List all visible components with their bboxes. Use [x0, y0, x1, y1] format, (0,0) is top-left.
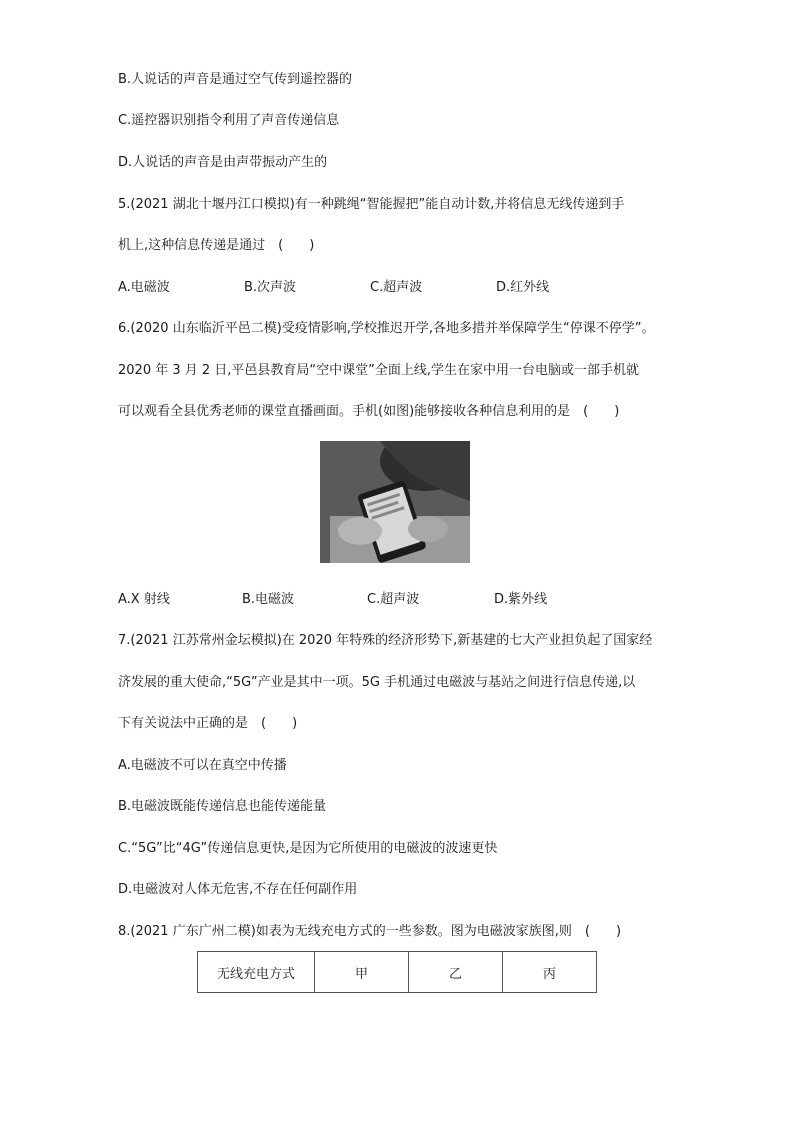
- table-cell-method: 无线充电方式: [198, 952, 315, 993]
- question-5-line-2: 机上,这种信息传递是通过 ( ): [118, 238, 315, 253]
- question-5-line-1: 5.(2021 湖北十堰丹江口模拟)有一种跳绳“智能握把”能自动计数,并将信息无线传递到手: [118, 197, 625, 212]
- q6-option-a: A.X 射线: [118, 592, 170, 607]
- option-c-q4: C.遥控器识别指令利用了声音传递信息: [118, 113, 340, 128]
- question-7-line-3: 下有关说法中正确的是 ( ): [118, 716, 298, 731]
- table-cell-bing: 丙: [503, 952, 597, 993]
- table-cell-yi: 乙: [409, 952, 503, 993]
- question-8-line-1: 8.(2021 广东广州二模)如表为无线充电方式的一些参数。图为电磁波家族图,则 ( ): [118, 924, 622, 939]
- question-7-line-2: 济发展的重大使命,“5G”产业是其中一项。5G 手机通过电磁波与基站之间进行信息传递,以: [118, 675, 636, 690]
- option-c-q7: C.“5G”比“4G”传递信息更快,是因为它所使用的电磁波的波速更快: [118, 841, 498, 856]
- q6-option-b: B.电磁波: [242, 592, 295, 607]
- q6-option-d: D.紫外线: [494, 592, 548, 607]
- option-b-q4: B.人说话的声音是通过空气传到遥控器的: [118, 72, 353, 87]
- option-d-q4: D.人说话的声音是由声带振动产生的: [118, 155, 328, 170]
- q5-option-b: B.次声波: [244, 280, 297, 295]
- q6-option-c: C.超声波: [367, 592, 420, 607]
- q5-option-d: D.红外线: [496, 280, 550, 295]
- wireless-charging-table: [197, 951, 597, 993]
- phone-photo: [320, 441, 470, 563]
- question-6-line-3: 可以观看全县优秀老师的课堂直播画面。手机(如图)能够接收各种信息利用的是 ( ): [118, 404, 620, 419]
- q5-option-a: A.电磁波: [118, 280, 170, 295]
- phone-photo-illustration: [320, 441, 470, 563]
- option-a-q7: A.电磁波不可以在真空中传播: [118, 758, 287, 773]
- table-cell-jia: 甲: [315, 952, 409, 993]
- q5-option-c: C.超声波: [370, 280, 423, 295]
- table-header-row: [198, 952, 597, 993]
- option-d-q7: D.电磁波对人体无危害,不存在任何副作用: [118, 882, 358, 897]
- option-b-q7: B.电磁波既能传递信息也能传递能量: [118, 799, 327, 814]
- question-7-line-1: 7.(2021 江苏常州金坛模拟)在 2020 年特殊的经济形势下,新基建的七大产业担负起了国家经: [118, 633, 653, 648]
- question-6-line-2: 2020 年 3 月 2 日,平邑县教育局“空中课堂”全面上线,学生在家中用一台电脑或一部手机就: [118, 363, 640, 378]
- question-6-line-1: 6.(2020 山东临沂平邑二模)受疫情影响,学校推迟开学,各地多措并举保障学生“停课不停学”。: [118, 321, 655, 336]
